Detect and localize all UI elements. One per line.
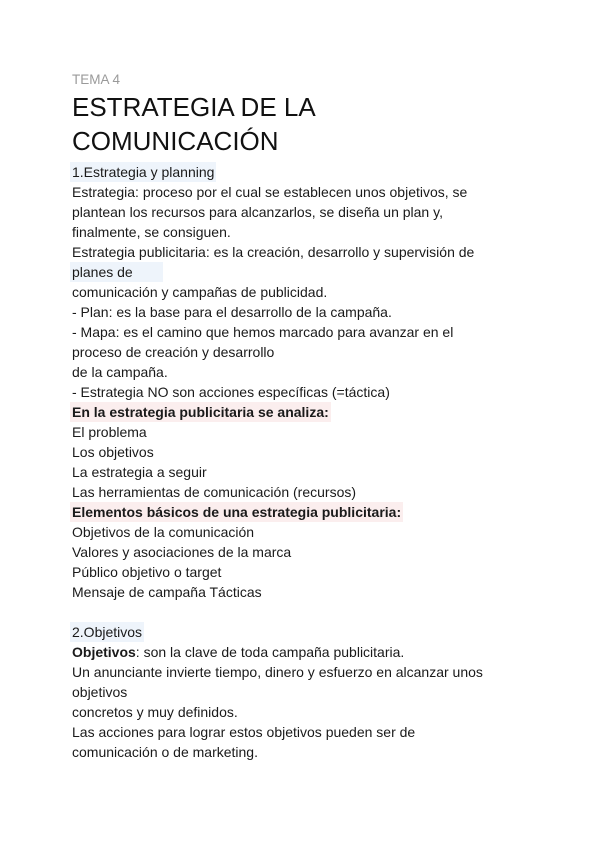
body-line: concretos y muy definidos.	[72, 704, 238, 720]
subheading-elementos: Elementos básicos de una estrategia publicitaria:	[72, 504, 402, 520]
body-line: de la campaña.	[72, 364, 168, 380]
document-page	[72, 70, 532, 762]
elementos-list	[72, 522, 532, 602]
body-line: Estrategia publicitaria: es la creación, desarrollo y supervisión de	[72, 244, 475, 260]
spacer	[72, 602, 532, 622]
body-line: proceso de creación y desarrollo	[72, 344, 275, 360]
objetivos-term: Objetivos	[72, 644, 136, 660]
body-line: Estrategia: proceso por el cual se establecen unos objetivos, se	[72, 184, 468, 200]
page-title	[72, 90, 532, 158]
body-line: plantean los recursos para alcanzarlos, se diseña un plan y,	[72, 204, 443, 220]
list-item: El problema	[72, 424, 147, 440]
section-heading-estrategia: 1.Estrategia y planning	[72, 164, 215, 180]
list-item: Los objetivos	[72, 444, 154, 460]
body-line: - Estrategia NO son acciones específicas (=táctica)	[72, 384, 390, 400]
analiza-list	[72, 422, 532, 502]
body-line: objetivos	[72, 684, 128, 700]
title-line-2: COMUNICACIÓN	[72, 126, 279, 156]
body-line: comunicación y campañas de publicidad.	[72, 284, 328, 300]
topic-label: TEMA 4	[72, 72, 121, 87]
list-item: La estrategia a seguir	[72, 464, 207, 480]
body-line: - Mapa: es el camino que hemos marcado para avanzar en el	[72, 324, 454, 340]
objetivos-definition	[72, 642, 532, 662]
list-item: Mensaje de campaña Tácticas	[72, 584, 262, 600]
objetivos-definition-text: : son la clave de toda campaña publicitaria.	[135, 644, 405, 660]
list-item: Las herramientas de comunicación (recursos)	[72, 484, 357, 500]
section-1-body	[72, 182, 532, 402]
title-line-1: ESTRATEGIA DE LA	[72, 92, 316, 122]
body-line: finalmente, se consiguen.	[72, 224, 231, 240]
body-line: Un anunciante invierte tiempo, dinero y esfuerzo en alcanzar unos	[72, 664, 483, 680]
section-heading-objetivos: 2.Objetivos	[72, 624, 143, 640]
body-line: planes de	[72, 262, 532, 282]
body-line: comunicación o de marketing.	[72, 744, 258, 760]
list-item: Público objetivo o target	[72, 564, 222, 580]
subheading-analiza: En la estrategia publicitaria se analiza:	[72, 404, 329, 420]
section-2-body	[72, 662, 532, 762]
body-line: Las acciones para lograr estos objetivos pueden ser de	[72, 724, 416, 740]
body-line: - Plan: es la base para el desarrollo de la campaña.	[72, 304, 392, 320]
list-item: Objetivos de la comunicación	[72, 524, 255, 540]
list-item: Valores y asociaciones de la marca	[72, 544, 292, 560]
